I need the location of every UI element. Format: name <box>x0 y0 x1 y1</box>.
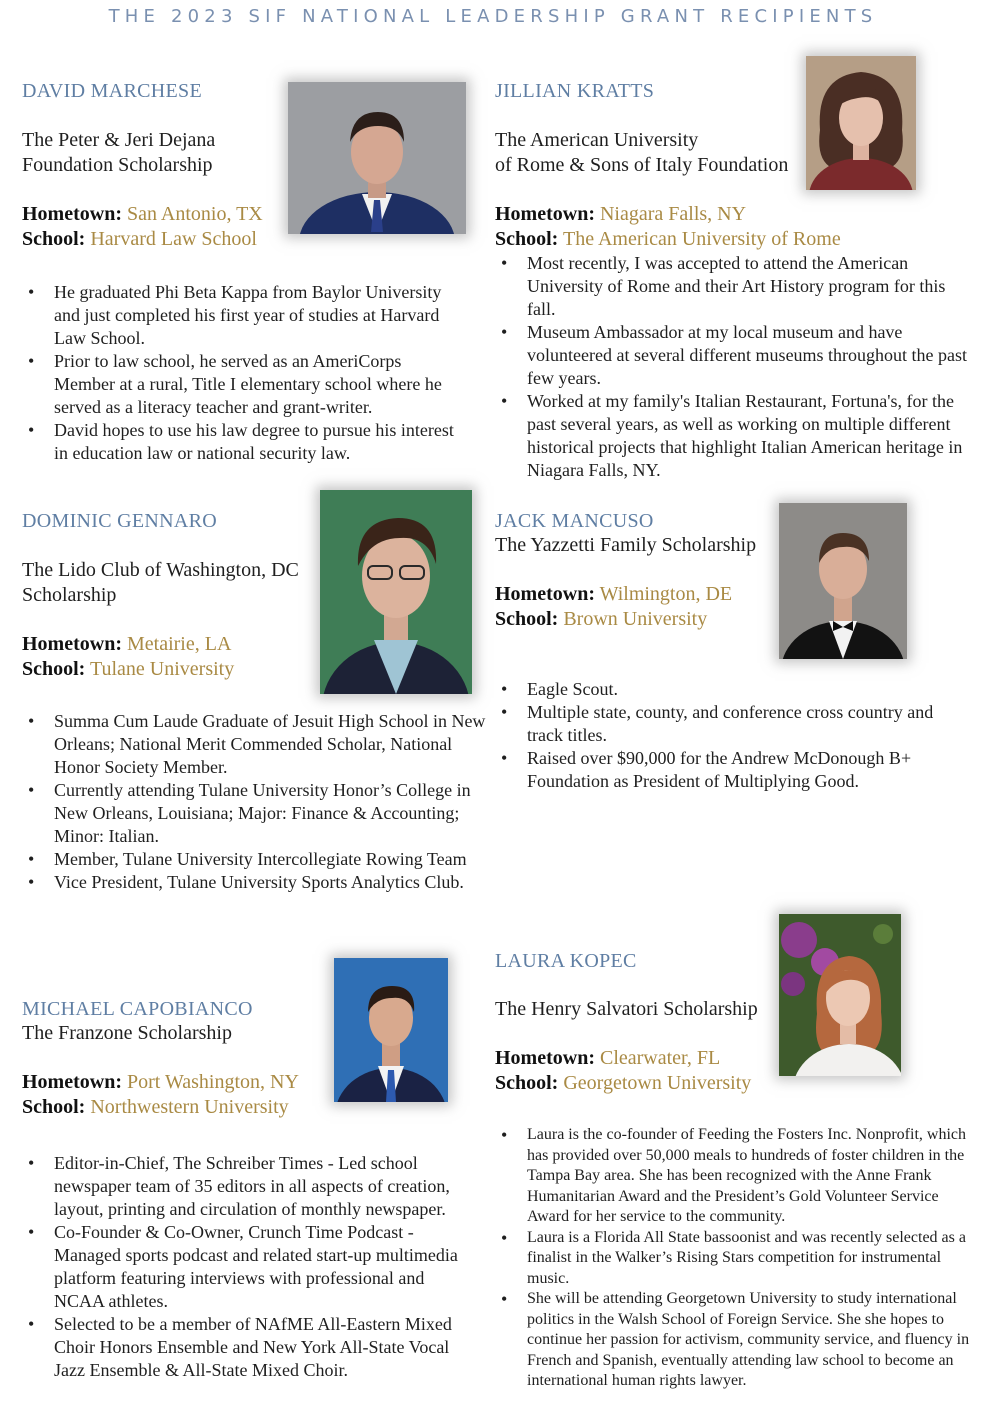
recipient-card-laura-kopec <box>495 948 973 1398</box>
list-item: • Member, Tulane University Intercollegiate Rowing Team <box>22 848 487 871</box>
list-item: • Most recently, I was accepted to attend the American University of Rome and their Art History program for this fall. <box>495 252 970 321</box>
hometown-value: Niagara Falls, NY <box>599 203 747 225</box>
portrait-photo-dominic-gennaro <box>320 490 472 694</box>
achievements-list <box>495 252 970 482</box>
school-line: School: Brown University <box>495 608 708 630</box>
list-item: • Museum Ambassador at my local museum and have volunteered at several different museums throughout the past few years. <box>495 321 970 390</box>
scholarship-name: The American University of Rome & Sons of Italy Foundation <box>495 129 789 176</box>
list-item: • Laura is the co-founder of Feeding the Fosters Inc. Nonprofit, which has provided over 50,000 meals to hundreds of foster children in the Tampa Bay area. She has been recognized with the Anne Frank Humanitarian Award and the President’s Gold Volunteer Service Award for her service to the community. <box>495 1125 973 1228</box>
hometown-value: Port Washington, NY <box>126 1071 299 1093</box>
school-value: Northwestern University <box>90 1096 289 1118</box>
achievements-list <box>22 1152 460 1382</box>
recipient-name: DAVID MARCHESE <box>22 80 202 102</box>
recipient-name: MICHAEL CAPOBIANCO <box>22 998 253 1020</box>
portrait-photo-jack-mancuso <box>779 503 907 659</box>
school-line: School: Northwestern University <box>22 1096 289 1118</box>
hometown-value: Clearwater, FL <box>599 1047 721 1069</box>
hometown-line: Hometown: Clearwater, FL <box>495 1047 721 1069</box>
hometown-line: Hometown: Wilmington, DE <box>495 583 733 605</box>
list-item: • Worked at my family's Italian Restaurant, Fortuna's, for the past several years, as well as working on multiple different historical projects that highlight Italian American heritage in Niagara Falls, NY. <box>495 390 970 482</box>
scholarship-name: The Peter & Jeri Dejana Foundation Scholarship <box>22 129 216 176</box>
list-item: • Currently attending Tulane University Honor’s College in New Orleans, Louisiana; Major: Finance & Accounting; Minor: Italian. <box>22 779 487 848</box>
list-item: • Multiple state, county, and conference cross country and track titles. <box>495 701 960 747</box>
list-item: • Vice President, Tulane University Sports Analytics Club. <box>22 871 487 894</box>
list-item: • She will be attending Georgetown University to study international politics in the Walsh School of Foreign Service. She she hopes to continue her passion for activism, community service, and fluency in French and Spanish, eventually attending law school to become an international human rights lawyer. <box>495 1289 973 1392</box>
school-value: Tulane University <box>89 658 235 680</box>
hometown-line: Hometown: Metairie, LA <box>22 633 232 655</box>
recipient-name: DOMINIC GENNARO <box>22 510 218 532</box>
portrait-photo-michael-capobianco <box>334 958 448 1102</box>
portrait-photo-laura-kopec <box>779 914 901 1076</box>
scholarship-name: The Lido Club of Washington, DC Scholarship <box>22 559 299 606</box>
recipient-name: JILLIAN KRATTS <box>495 80 655 102</box>
school-value: The American University of Rome <box>562 228 841 250</box>
achievements-list <box>495 678 960 793</box>
list-item: • Co-Founder & Co-Owner, Crunch Time Podcast - Managed sports podcast and related start-up multimedia platform featuring interviews with professional and NCAA athletes. <box>22 1221 460 1313</box>
school-value: Harvard Law School <box>90 228 257 250</box>
school-line: School: Georgetown University <box>495 1072 752 1094</box>
list-item: • Laura is a Florida All State bassoonist and was recently selected as a finalist in the Walker’s Rising Stars competition for instrumental music. <box>495 1228 973 1290</box>
achievements-list <box>22 710 487 894</box>
list-item: • Raised over $90,000 for the Andrew McDonough B+ Foundation as President of Multiplying Good. <box>495 747 960 793</box>
recipient-name: LAURA KOPEC <box>495 950 637 972</box>
achievements-list <box>495 1125 973 1392</box>
school-line: School: The American University of Rome <box>495 228 841 250</box>
school-line: School: Tulane University <box>22 658 235 680</box>
school-value: Brown University <box>563 608 708 630</box>
hometown-value: Wilmington, DE <box>599 583 733 605</box>
portrait-photo-david-marchese <box>288 82 466 234</box>
list-item: • Editor-in-Chief, The Schreiber Times - Led school newspaper team of 35 editors in all aspects of creation, layout, printing and circulation of monthly newspaper. <box>22 1152 460 1221</box>
list-item: • Prior to law school, he served as an AmeriCorps Member at a rural, Title I elementary school where he served as a literacy teacher and grant-writer. <box>22 350 462 419</box>
list-item: • Summa Cum Laude Graduate of Jesuit High School in New Orleans; National Merit Commended Scholar, National Honor Society Member. <box>22 710 487 779</box>
hometown-line: Hometown: San Antonio, TX <box>22 203 263 225</box>
list-item: • Eagle Scout. <box>495 678 960 701</box>
portrait-photo-jillian-kratts <box>806 56 916 190</box>
page-title: THE 2023 SIF NATIONAL LEADERSHIP GRANT RECIPIENTS <box>108 6 878 27</box>
hometown-line: Hometown: Niagara Falls, NY <box>495 203 747 225</box>
recipient-name: JACK MANCUSO <box>495 510 654 532</box>
scholarship-name: The Henry Salvatori Scholarship <box>495 998 758 1020</box>
hometown-value: Metairie, LA <box>126 633 232 655</box>
list-item: • Selected to be a member of NAfME All-Eastern Mixed Choir Honors Ensemble and New York All-State Vocal Jazz Ensemble & All-State Mixed Choir. <box>22 1313 460 1382</box>
list-item: • He graduated Phi Beta Kappa from Baylor University and just completed his first year of studies at Harvard Law School. <box>22 281 462 350</box>
hometown-value: San Antonio, TX <box>126 203 263 225</box>
scholarship-name: The Franzone Scholarship <box>22 1022 232 1044</box>
school-line: School: Harvard Law School <box>22 228 257 250</box>
list-item: • David hopes to use his law degree to pursue his interest in education law or national security law. <box>22 419 462 465</box>
scholarship-name: The Yazzetti Family Scholarship <box>495 534 757 556</box>
hometown-line: Hometown: Port Washington, NY <box>22 1071 299 1093</box>
school-value: Georgetown University <box>563 1072 752 1094</box>
achievements-list <box>22 281 462 465</box>
